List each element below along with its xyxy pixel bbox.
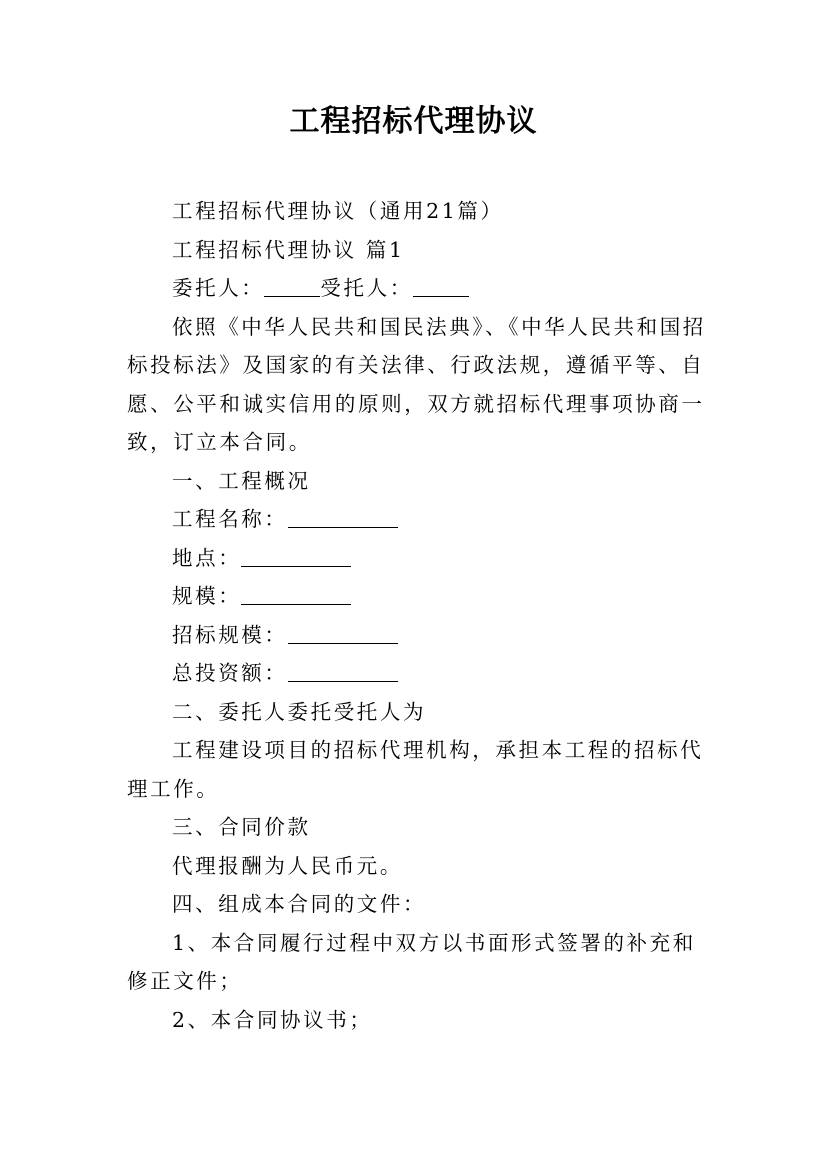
field-scale: [127, 577, 717, 616]
section2-text: 工程建设项目的招标代理机构，承担本工程的招标代理工作。: [127, 738, 704, 801]
field-label: 地点：: [172, 545, 242, 570]
client-label: 委托人：: [172, 276, 265, 300]
field-label: 总投资额：: [172, 661, 288, 685]
section3-heading: 三、合同价款: [172, 815, 311, 839]
field-blank: [288, 659, 398, 682]
document-title: 工程招标代理协议: [289, 104, 538, 139]
intro-paragraph: 依照《中华人民共和国民法典》、《中华人民共和国招标投标法》及国家的有关法律、行政法规，遵循平等、自愿、公平和诚实信用的原则，双方就招标代理事项协商一致，订立本合同。: [127, 314, 706, 454]
document-body: [127, 192, 717, 1039]
field-bid-scale: [127, 616, 717, 655]
field-project-name: [127, 500, 717, 539]
agent-label: 受托人：: [320, 276, 413, 300]
field-label: 规模：: [172, 584, 242, 608]
section4-heading: 四、组成本合同的文件：: [172, 892, 427, 916]
field-total-investment: [127, 654, 717, 693]
subtitle: 工程招标代理协议（通用21篇）: [172, 199, 504, 223]
field-label: 招标规模：: [172, 622, 288, 647]
field-blank: [241, 582, 351, 605]
field-label: 工程名称：: [172, 507, 288, 531]
field-blank: [241, 544, 351, 567]
section2-heading: 二、委托人委托受托人为: [172, 699, 427, 724]
section4-item: 1、本合同履行过程中双方以书面形式签署的补充和修正文件；: [127, 930, 696, 993]
part-heading: 工程招标代理协议 篇1: [172, 237, 405, 262]
field-blank: [288, 505, 398, 528]
section1-heading: 一、工程概况: [172, 468, 311, 493]
section3-text: 代理报酬为人民币元。: [172, 853, 403, 878]
client-blank: [264, 274, 320, 297]
parties-line: [127, 269, 717, 308]
field-location: [127, 539, 717, 578]
agent-blank: [413, 274, 469, 297]
section4-item: 2、本合同协议书；: [172, 1007, 373, 1032]
field-blank: [288, 621, 398, 644]
